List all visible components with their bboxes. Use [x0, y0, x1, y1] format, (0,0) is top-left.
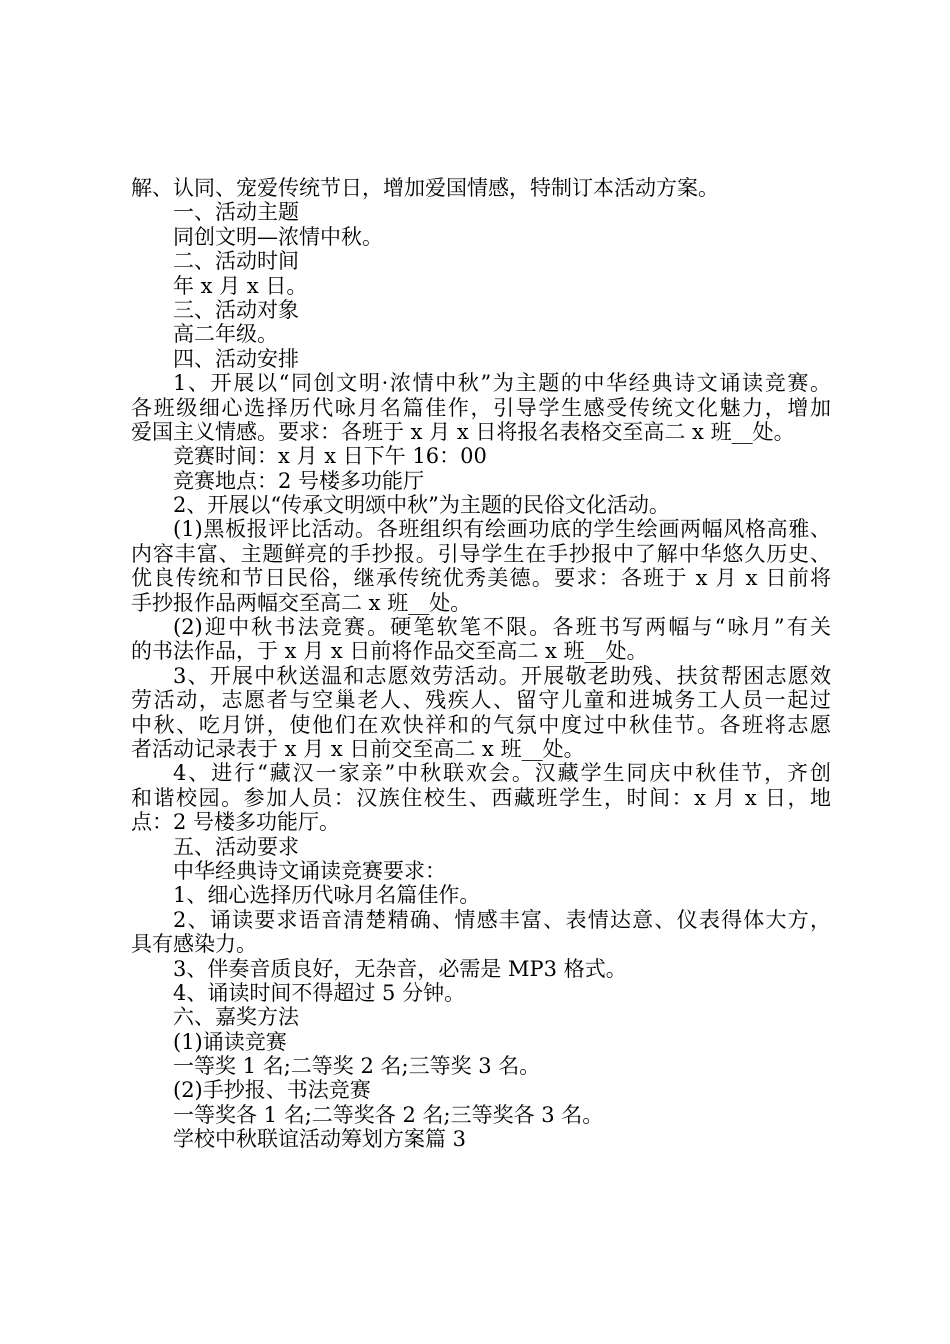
- text-line: 竞赛地点：2 号楼多功能厅: [173, 468, 425, 493]
- text-line: 同创文明—浓情中秋。: [173, 224, 383, 249]
- text-line: 五、活动要求: [173, 834, 299, 859]
- text-line: (2)手抄报、书法竞赛: [173, 1078, 371, 1103]
- text-line: 优良传统和节日民俗，继承传统优秀美德。要求：各班于 x 月 x 日前将: [131, 566, 831, 591]
- text-line: 爱国主义情感。要求：各班于 x 月 x 日将报名表格交至高二 x 班__处。: [131, 419, 795, 444]
- text-line: 一等奖各 1 名;二等奖各 2 名;三等奖各 3 名。: [173, 1102, 604, 1127]
- text-line: 1、开展以“同创文明·浓情中秋”为主题的中华经典诗文诵读竞赛。: [173, 371, 831, 396]
- text-line: 各班级细心选择历代咏月名篇佳作，引导学生感受传统文化魅力，增加: [131, 395, 831, 420]
- text-line: 一等奖 1 名;二等奖 2 名;三等奖 3 名。: [173, 1054, 541, 1079]
- text-line: 和谐校园。参加人员：汉族住校生、西藏班学生，时间：x 月 x 日，地: [131, 785, 831, 810]
- text-line: 中秋、吃月饼，使他们在欢快祥和的气氛中度过中秋佳节。各班将志愿: [131, 712, 831, 737]
- text-line: 学校中秋联谊活动筹划方案篇 3: [173, 1127, 467, 1152]
- text-line: 4、进行“藏汉一家亲”中秋联欢会。汉藏学生同庆中秋佳节，齐创: [173, 761, 831, 786]
- text-line: 手抄报作品两幅交至高二 x 班__处。: [131, 590, 472, 615]
- document-body: [131, 176, 831, 1152]
- text-line: 点：2 号楼多功能厅。: [131, 810, 341, 835]
- text-line: 年 x 月 x 日。: [173, 273, 308, 298]
- text-line: 三、活动对象: [173, 297, 299, 322]
- text-line: 者活动记录表于 x 月 x 日前交至高二 x 班__处。: [131, 736, 585, 761]
- text-line: 的书法作品，于 x 月 x 日前将作品交至高二 x 班__处。: [131, 639, 648, 664]
- text-line: 具有感染力。: [131, 932, 257, 957]
- text-line: 4、诵读时间不得超过 5 分钟。: [173, 980, 466, 1005]
- text-line: 劳活动，志愿者与空巢老人、残疾人、留守儿童和进城务工人员一起过: [131, 688, 831, 713]
- text-line: 六、嘉奖方法: [173, 1005, 299, 1030]
- text-line: 2、开展以“传承文明颂中秋”为主题的民俗文化活动。: [173, 493, 670, 518]
- text-line: (2)迎中秋书法竞赛。硬笔软笔不限。各班书写两幅与“咏月”有关: [173, 615, 831, 640]
- text-line: (1)黑板报评比活动。各班组织有绘画功底的学生绘画两幅风格高雅、: [173, 517, 831, 542]
- text-line: 四、活动安排: [173, 346, 299, 371]
- text-line: 3、开展中秋送温和志愿效劳活动。开展敬老助残、扶贫帮困志愿效: [173, 663, 831, 688]
- text-line: 中华经典诗文诵读竞赛要求：: [173, 858, 446, 883]
- text-line: 1、细心选择历代咏月名篇佳作。: [173, 883, 481, 908]
- text-line: 3、伴奏音质良好，无杂音，必需是 MP3 格式。: [173, 956, 627, 981]
- text-line: 一、活动主题: [173, 200, 299, 225]
- text-line: 解、认同、宠爱传统节日，增加爱国情感，特制订本活动方案。: [131, 176, 719, 200]
- text-line: 二、活动时间: [173, 249, 299, 274]
- text-line: 高二年级。: [173, 322, 278, 347]
- text-line: (1)诵读竞赛: [173, 1029, 287, 1054]
- text-line: 内容丰富、主题鲜亮的手抄报。引导学生在手抄报中了解中华悠久历史、: [131, 541, 831, 566]
- text-line: 竞赛时间：x 月 x 日下午 16：00: [173, 444, 487, 469]
- text-line: 2、诵读要求语音清楚精确、情感丰富、表情达意、仪表得体大方，: [173, 907, 831, 932]
